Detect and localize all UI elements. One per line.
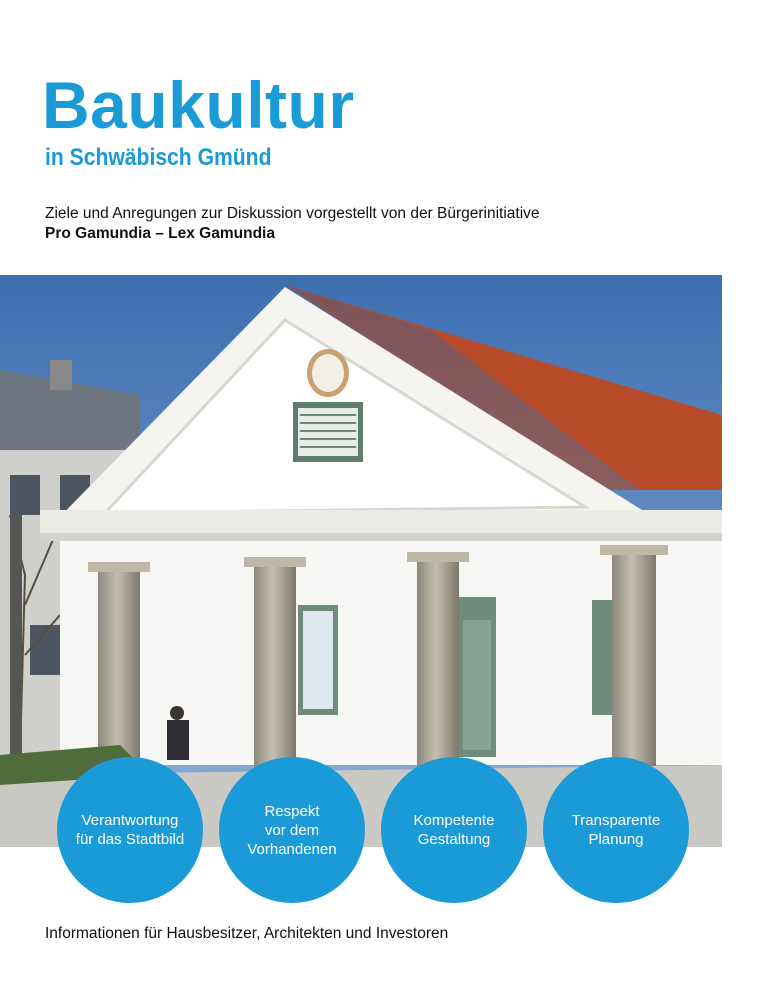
principle-responsibility-circle	[57, 757, 203, 903]
document-title: Baukultur	[42, 68, 355, 142]
intro-text: Ziele und Anregungen zur Diskussion vorgestellt von der Bürgerinitiative	[45, 205, 540, 222]
principle-label: Verantwortung für das Stadtbild	[75, 812, 185, 848]
document-subtitle: in Schwäbisch Gmünd	[45, 144, 272, 171]
footer-text: Informationen für Hausbesitzer, Architekten und Investoren	[45, 925, 449, 942]
principle-design-circle	[381, 757, 527, 903]
principle-planning-circle	[543, 757, 689, 903]
principle-label: Transparente Planung	[571, 812, 661, 848]
initiative-name: Pro Gamundia – Lex Gamundia	[45, 225, 275, 242]
intro-paragraph	[45, 204, 540, 244]
principle-respect-circle	[219, 757, 365, 903]
principle-label: Respekt vor dem Vorhandenen	[247, 802, 337, 858]
principle-label: Kompetente Gestaltung	[413, 812, 495, 848]
